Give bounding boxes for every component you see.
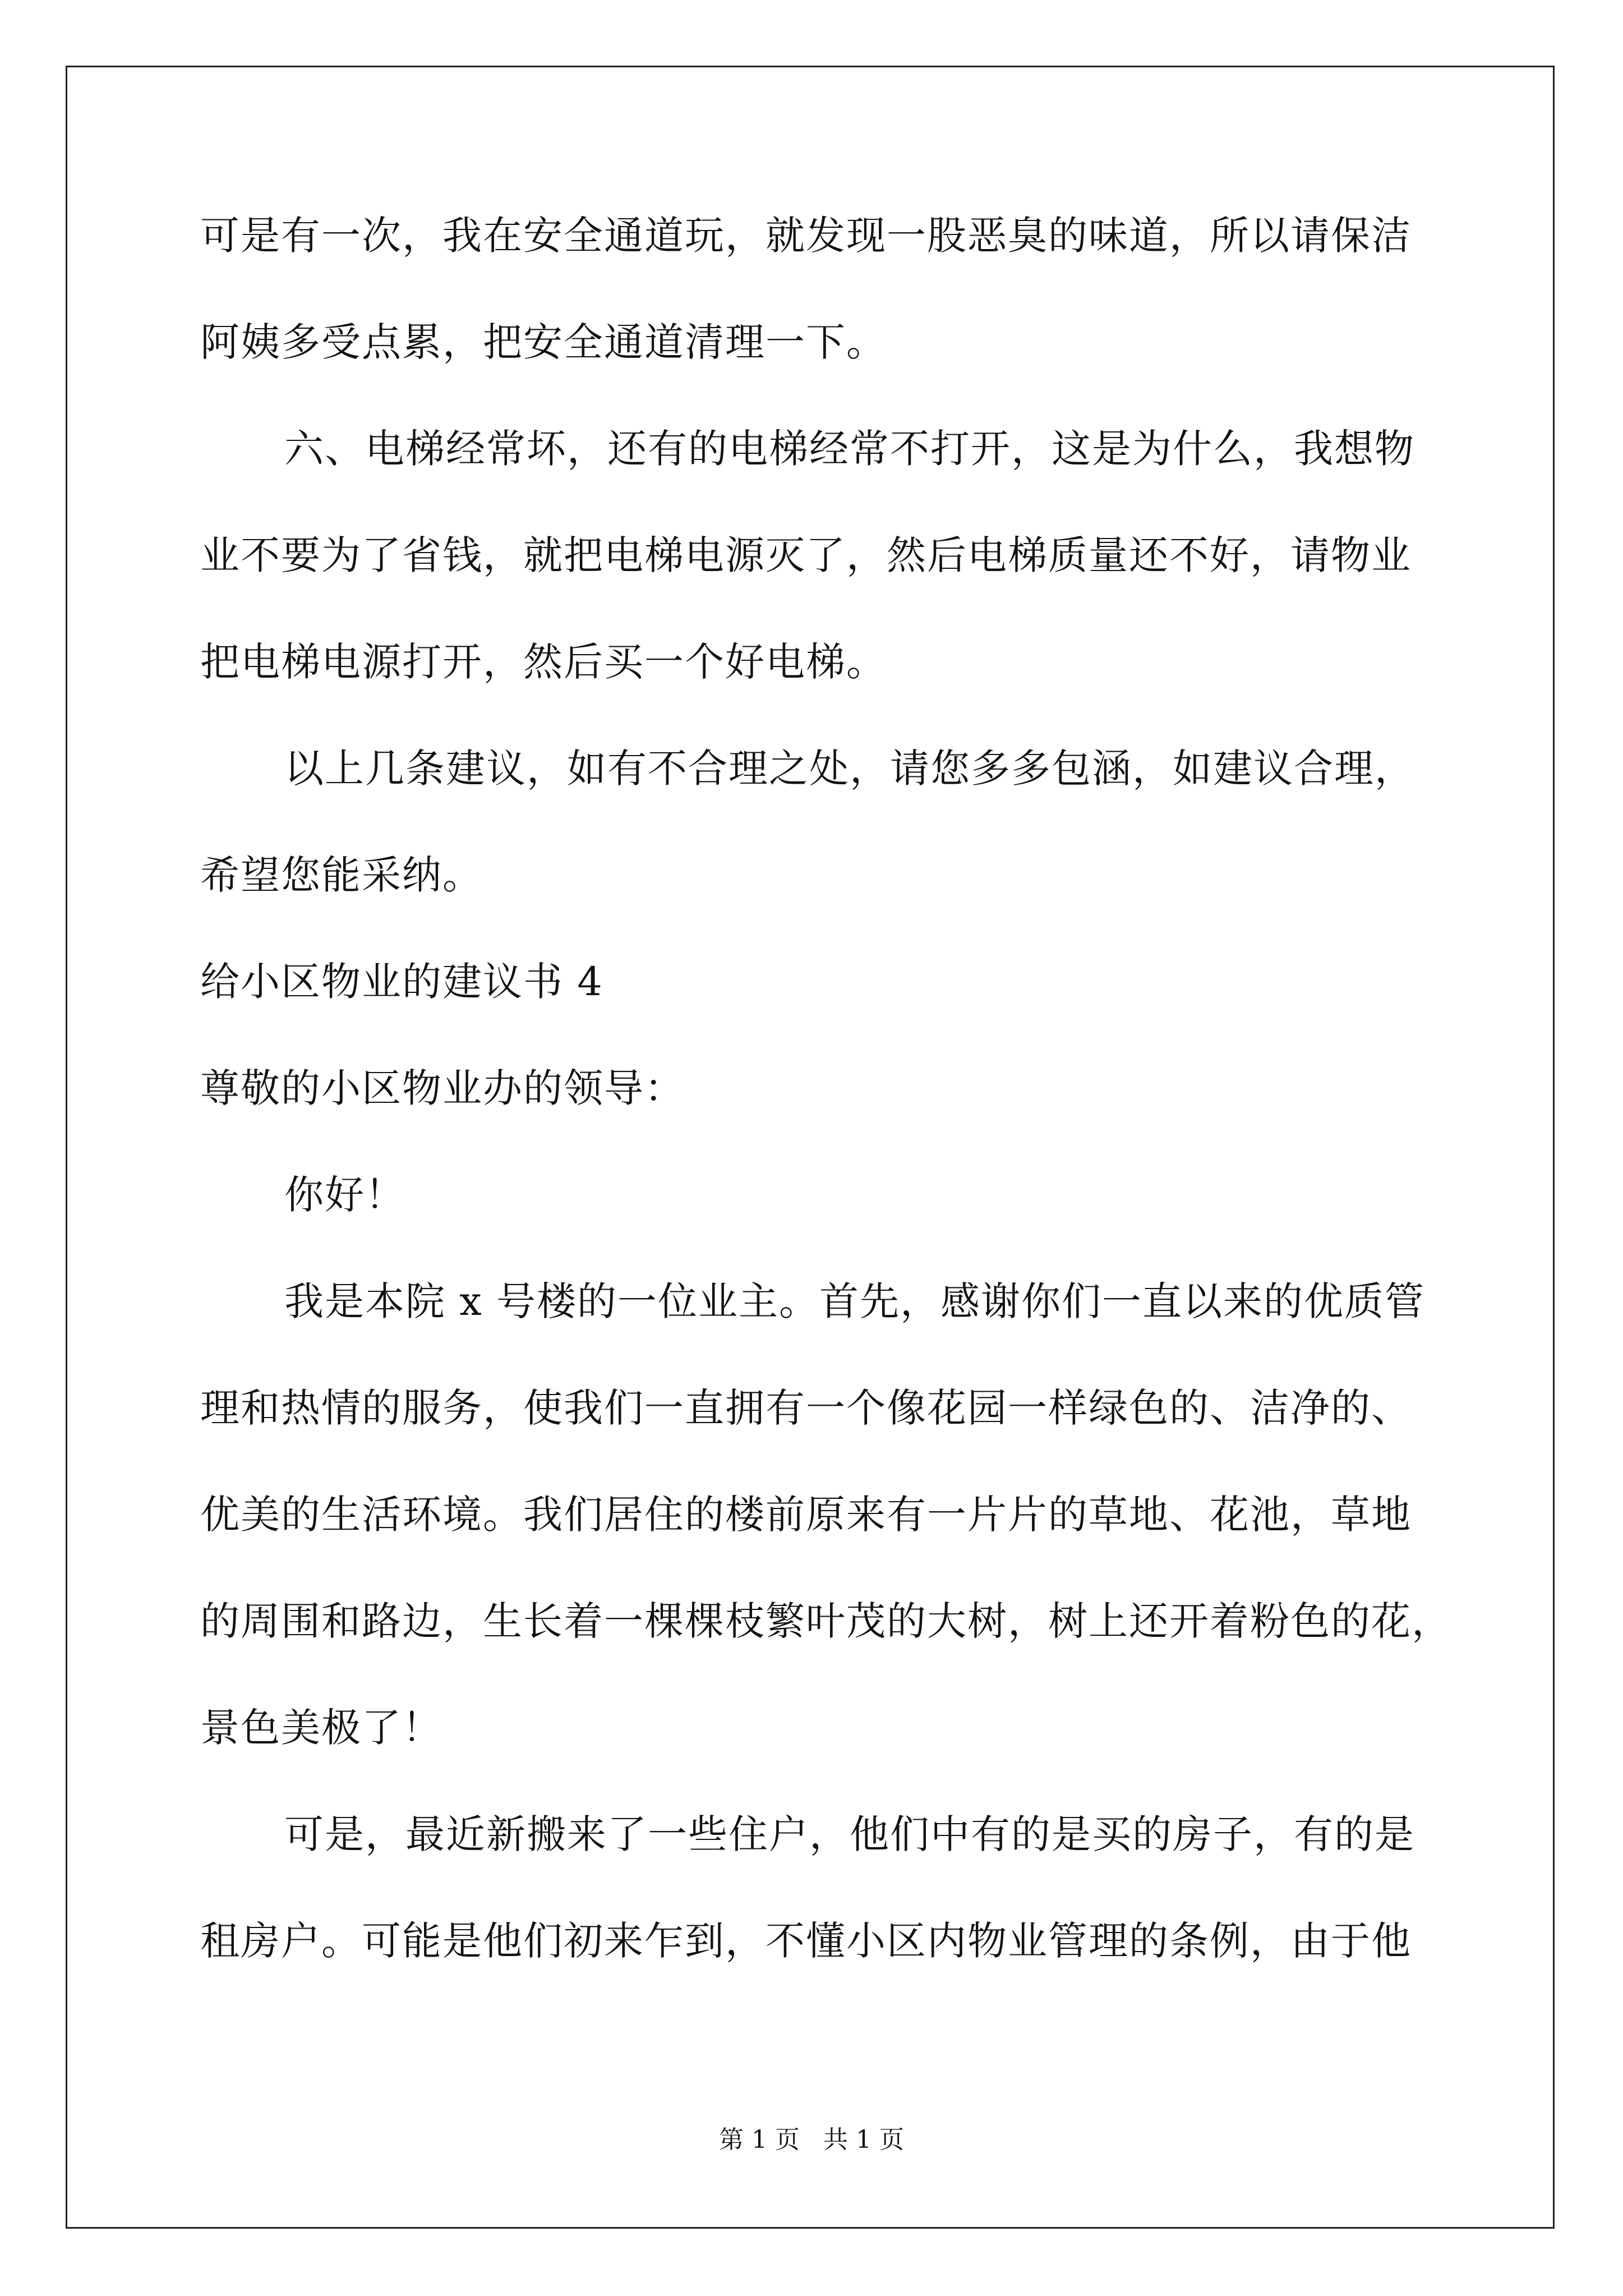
body-line: 优美的生活环境。我们居住的楼前原来有一片片的草地、花池，草地 — [200, 1492, 1412, 1538]
body-line: 可是有一次，我在安全通道玩，就发现一股恶臭的味道，所以请保洁 — [200, 213, 1412, 259]
greeting: 你好！ — [284, 1172, 405, 1218]
body-line: 我是本院 x 号楼的一位业主。首先，感谢你们一直以来的优质管 — [284, 1278, 1425, 1324]
body-line: 阿姨多受点累，把安全通道清理一下。 — [200, 319, 887, 365]
body-line: 以上几条建议，如有不合理之处，请您多多包涵，如建议合理， — [284, 746, 1415, 792]
body-line: 景色美极了！ — [200, 1705, 442, 1751]
body-line: 租房户。可能是他们初来乍到，不懂小区内物业管理的条例，由于他 — [200, 1918, 1412, 1964]
body-line: 理和热情的服务，使我们一直拥有一个像花园一样绿色的、洁净的、 — [200, 1385, 1412, 1431]
body-line: 希望您能采纳。 — [200, 852, 483, 898]
body-line: 把电梯电源打开，然后买一个好电梯。 — [200, 639, 887, 685]
salutation: 尊敬的小区物业办的领导： — [200, 1065, 685, 1111]
body-line: 六、电梯经常坏，还有的电梯经常不打开，这是为什么，我想物 — [284, 426, 1415, 472]
section-heading: 给小区物业的建议书 4 — [200, 959, 603, 1005]
body-line: 可是，最近新搬来了一些住户，他们中有的是买的房子，有的是 — [284, 1811, 1415, 1857]
body-line: 业不要为了省钱，就把电梯电源灭了，然后电梯质量还不好，请物业 — [200, 532, 1412, 578]
page-footer: 第 1 页 共 1 页 — [719, 2125, 904, 2154]
body-line: 的周围和路边，生长着一棵棵枝繁叶茂的大树，树上还开着粉色的花， — [200, 1598, 1452, 1644]
page-border — [66, 66, 1555, 2229]
